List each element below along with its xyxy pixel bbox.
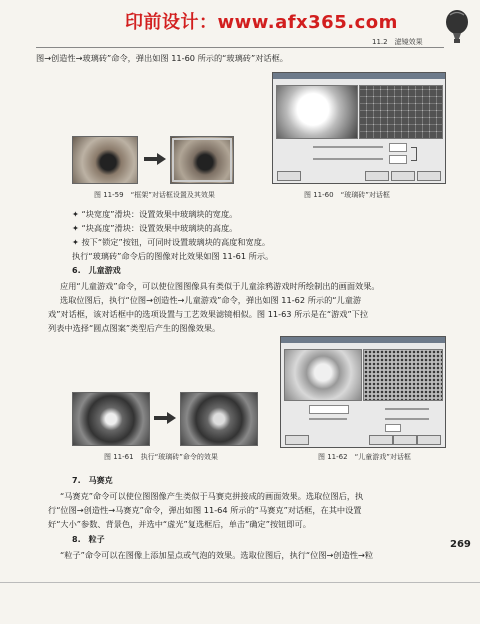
section-7-line2: 行“位图→创造性→马赛克”命令，弹出如图 11-64 所示的“马赛克”对话框，在其中设置 bbox=[48, 505, 362, 515]
page-number: 269 bbox=[450, 539, 471, 550]
ok-button[interactable] bbox=[365, 171, 389, 181]
detail-slider[interactable] bbox=[385, 418, 429, 420]
dialog-titlebar bbox=[281, 337, 445, 343]
dialog-preview-right bbox=[363, 349, 443, 401]
preview-button[interactable] bbox=[285, 435, 309, 445]
bullet-text: “块高度”滑块：设置效果中玻璃块的高度。 bbox=[81, 223, 238, 233]
fig60-caption: 图 11-60 “玻璃砖”对话框 bbox=[304, 191, 390, 199]
section-8-heading: 8. 粒子 bbox=[72, 535, 105, 544]
bullet-text: 按下“锁定”按钮，可同时设置玻璃块的高度和宽度。 bbox=[81, 237, 271, 247]
bullet-diamond-icon: ✦ bbox=[72, 237, 82, 247]
fig61-caption: 图 11-61 执行“玻璃砖”命令的效果 bbox=[104, 453, 218, 461]
cancel-button[interactable] bbox=[393, 435, 417, 445]
section-6-para1: 应用“儿童游戏”命令，可以使位图图像具有类似于儿童涂鸦游戏时所绘制出的画面效果。 bbox=[60, 281, 380, 291]
dialog-titlebar bbox=[273, 73, 445, 79]
color-swatch[interactable] bbox=[385, 424, 401, 432]
intro-line: 图→创造性→玻璃砖”命令，弹出如图 11-60 所示的“玻璃砖”对话框。 bbox=[36, 53, 288, 63]
help-button[interactable] bbox=[417, 171, 441, 181]
watermark-url: 印前设计：www.afx365.com bbox=[125, 12, 398, 33]
arrow-right-icon bbox=[144, 153, 166, 165]
section-6-para2-line2: 戏”对话框，该对话框中的选项设置与工艺效果滤镜相似。图 11-63 所示是在“游戏”下拉 bbox=[48, 309, 369, 319]
size-slider[interactable] bbox=[309, 418, 347, 420]
bullet-diamond-icon: ✦ bbox=[72, 223, 82, 233]
block-width-input[interactable] bbox=[389, 143, 407, 152]
header-rule bbox=[36, 47, 444, 48]
fig61-after-image bbox=[180, 392, 258, 446]
chapter-header: 11.2 滤镜效果 bbox=[372, 38, 423, 46]
preview-button[interactable] bbox=[277, 171, 301, 181]
block-height-slider[interactable] bbox=[313, 158, 383, 160]
section-6-para2-line1: 选取位图后，执行“位图→创造性→儿童游戏”命令，弹出如图 11-62 所示的“儿童游 bbox=[60, 295, 362, 305]
bottom-rule bbox=[0, 582, 480, 583]
section-8-line1: “粒子”命令可以在图像上添加星点或气泡的效果。选取位图后，执行“位图→创造性→粒 bbox=[60, 550, 374, 560]
bullet-diamond-icon: ✦ bbox=[72, 209, 82, 219]
section-6-para2-line3: 列表中选择“圆点图案”类型后产生的图像效果。 bbox=[48, 323, 221, 333]
dialog-preview-left bbox=[276, 85, 358, 139]
kids-play-dialog bbox=[280, 336, 446, 448]
fig61-before-image bbox=[72, 392, 150, 446]
fig62-caption: 图 11-62 “儿童游戏”对话框 bbox=[318, 453, 411, 461]
bullet-item bbox=[72, 222, 237, 235]
section-6-heading: 6. 儿童游戏 bbox=[72, 266, 121, 275]
block-width-slider[interactable] bbox=[313, 146, 383, 148]
block-height-input[interactable] bbox=[389, 155, 407, 164]
fig59-framed-image bbox=[170, 136, 234, 184]
bullet-text: “块宽度”滑块：设置效果中玻璃块的宽度。 bbox=[81, 209, 238, 219]
ok-button[interactable] bbox=[369, 435, 393, 445]
cancel-button[interactable] bbox=[391, 171, 415, 181]
lock-icon[interactable] bbox=[411, 147, 417, 161]
arrow-right-icon bbox=[154, 412, 176, 424]
bullet-item bbox=[72, 236, 270, 249]
game-type-select[interactable] bbox=[309, 405, 349, 414]
fig59-original-image bbox=[72, 136, 138, 184]
section-7-heading: 7. 马赛克 bbox=[72, 476, 113, 485]
glass-tile-dialog bbox=[272, 72, 446, 184]
section-7-line1: “马赛克”命令可以使位图图像产生类似于马赛克拼接成的画面效果。选取位图后，执 bbox=[60, 491, 364, 501]
fig59-caption: 图 11-59 “框架”对话框设置及其效果 bbox=[94, 191, 215, 199]
after-bullets-line: 执行“玻璃砖”命令后的图像对比效果如图 11-61 所示。 bbox=[72, 251, 274, 261]
bullet-item bbox=[72, 208, 237, 221]
brightness-slider[interactable] bbox=[385, 408, 429, 410]
section-7-line3: 好“大小”参数、背景色，并选中“虚光”复选框后，单击“确定”按钮即可。 bbox=[48, 519, 311, 529]
balloon-logo-icon bbox=[444, 10, 470, 44]
help-button[interactable] bbox=[417, 435, 441, 445]
dialog-preview-left bbox=[284, 349, 362, 401]
dialog-preview-right bbox=[359, 85, 443, 139]
